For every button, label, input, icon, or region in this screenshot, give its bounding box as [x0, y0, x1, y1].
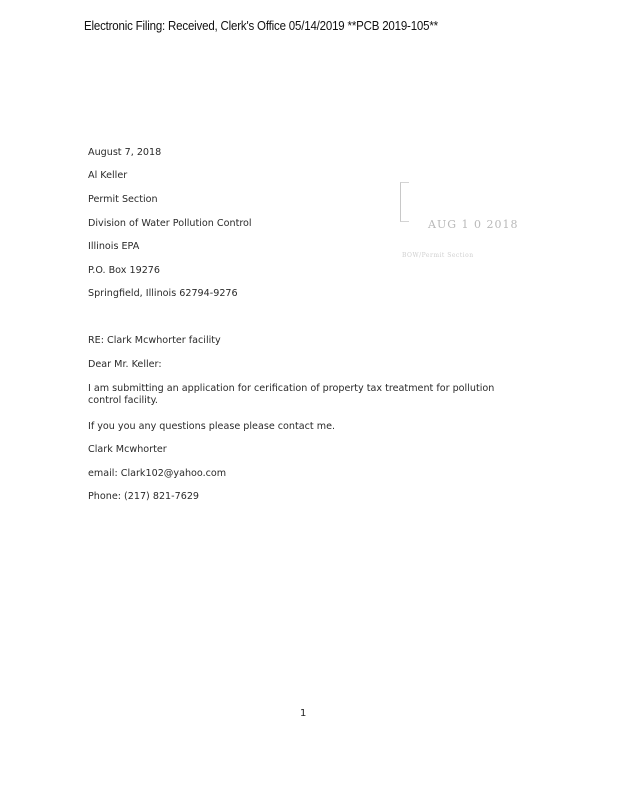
recipient-city: Springfield, Illinois 62794-9276 [88, 288, 238, 299]
body-paragraph-2: If you you any questions please please contact me. [88, 421, 336, 432]
sender-name: Clark Mcwhorter [88, 444, 167, 455]
received-stamp [398, 180, 519, 270]
recipient-section: Permit Section [88, 194, 158, 205]
recipient-division: Division of Water Pollution Control [88, 218, 252, 229]
recipient-agency: Illinois EPA [88, 241, 140, 252]
sender-email: email: Clark102@yahoo.com [88, 468, 227, 479]
letter-date: August 7, 2018 [88, 147, 162, 158]
stamp-date: AUG 1 0 2018 [428, 218, 519, 231]
recipient-name: Al Keller [88, 170, 128, 181]
sender-phone: Phone: (217) 821-7629 [88, 491, 200, 502]
re-line: RE: Clark Mcwhorter facility [88, 335, 221, 346]
page-number: 1 [300, 708, 307, 719]
stamp-section: BOW/Permit Section [402, 252, 474, 259]
salutation: Dear Mr. Keller: [88, 359, 162, 370]
stamp-bracket [400, 182, 409, 222]
electronic-filing-header: Electronic Filing: Received, Clerk's Office 05/14/2019 **PCB 2019-105** [84, 19, 438, 33]
body-paragraph-1: I am submitting an application for cerification of property tax treatment for pollution control facility. [88, 383, 495, 406]
recipient-po-box: P.O. Box 19276 [88, 265, 161, 276]
